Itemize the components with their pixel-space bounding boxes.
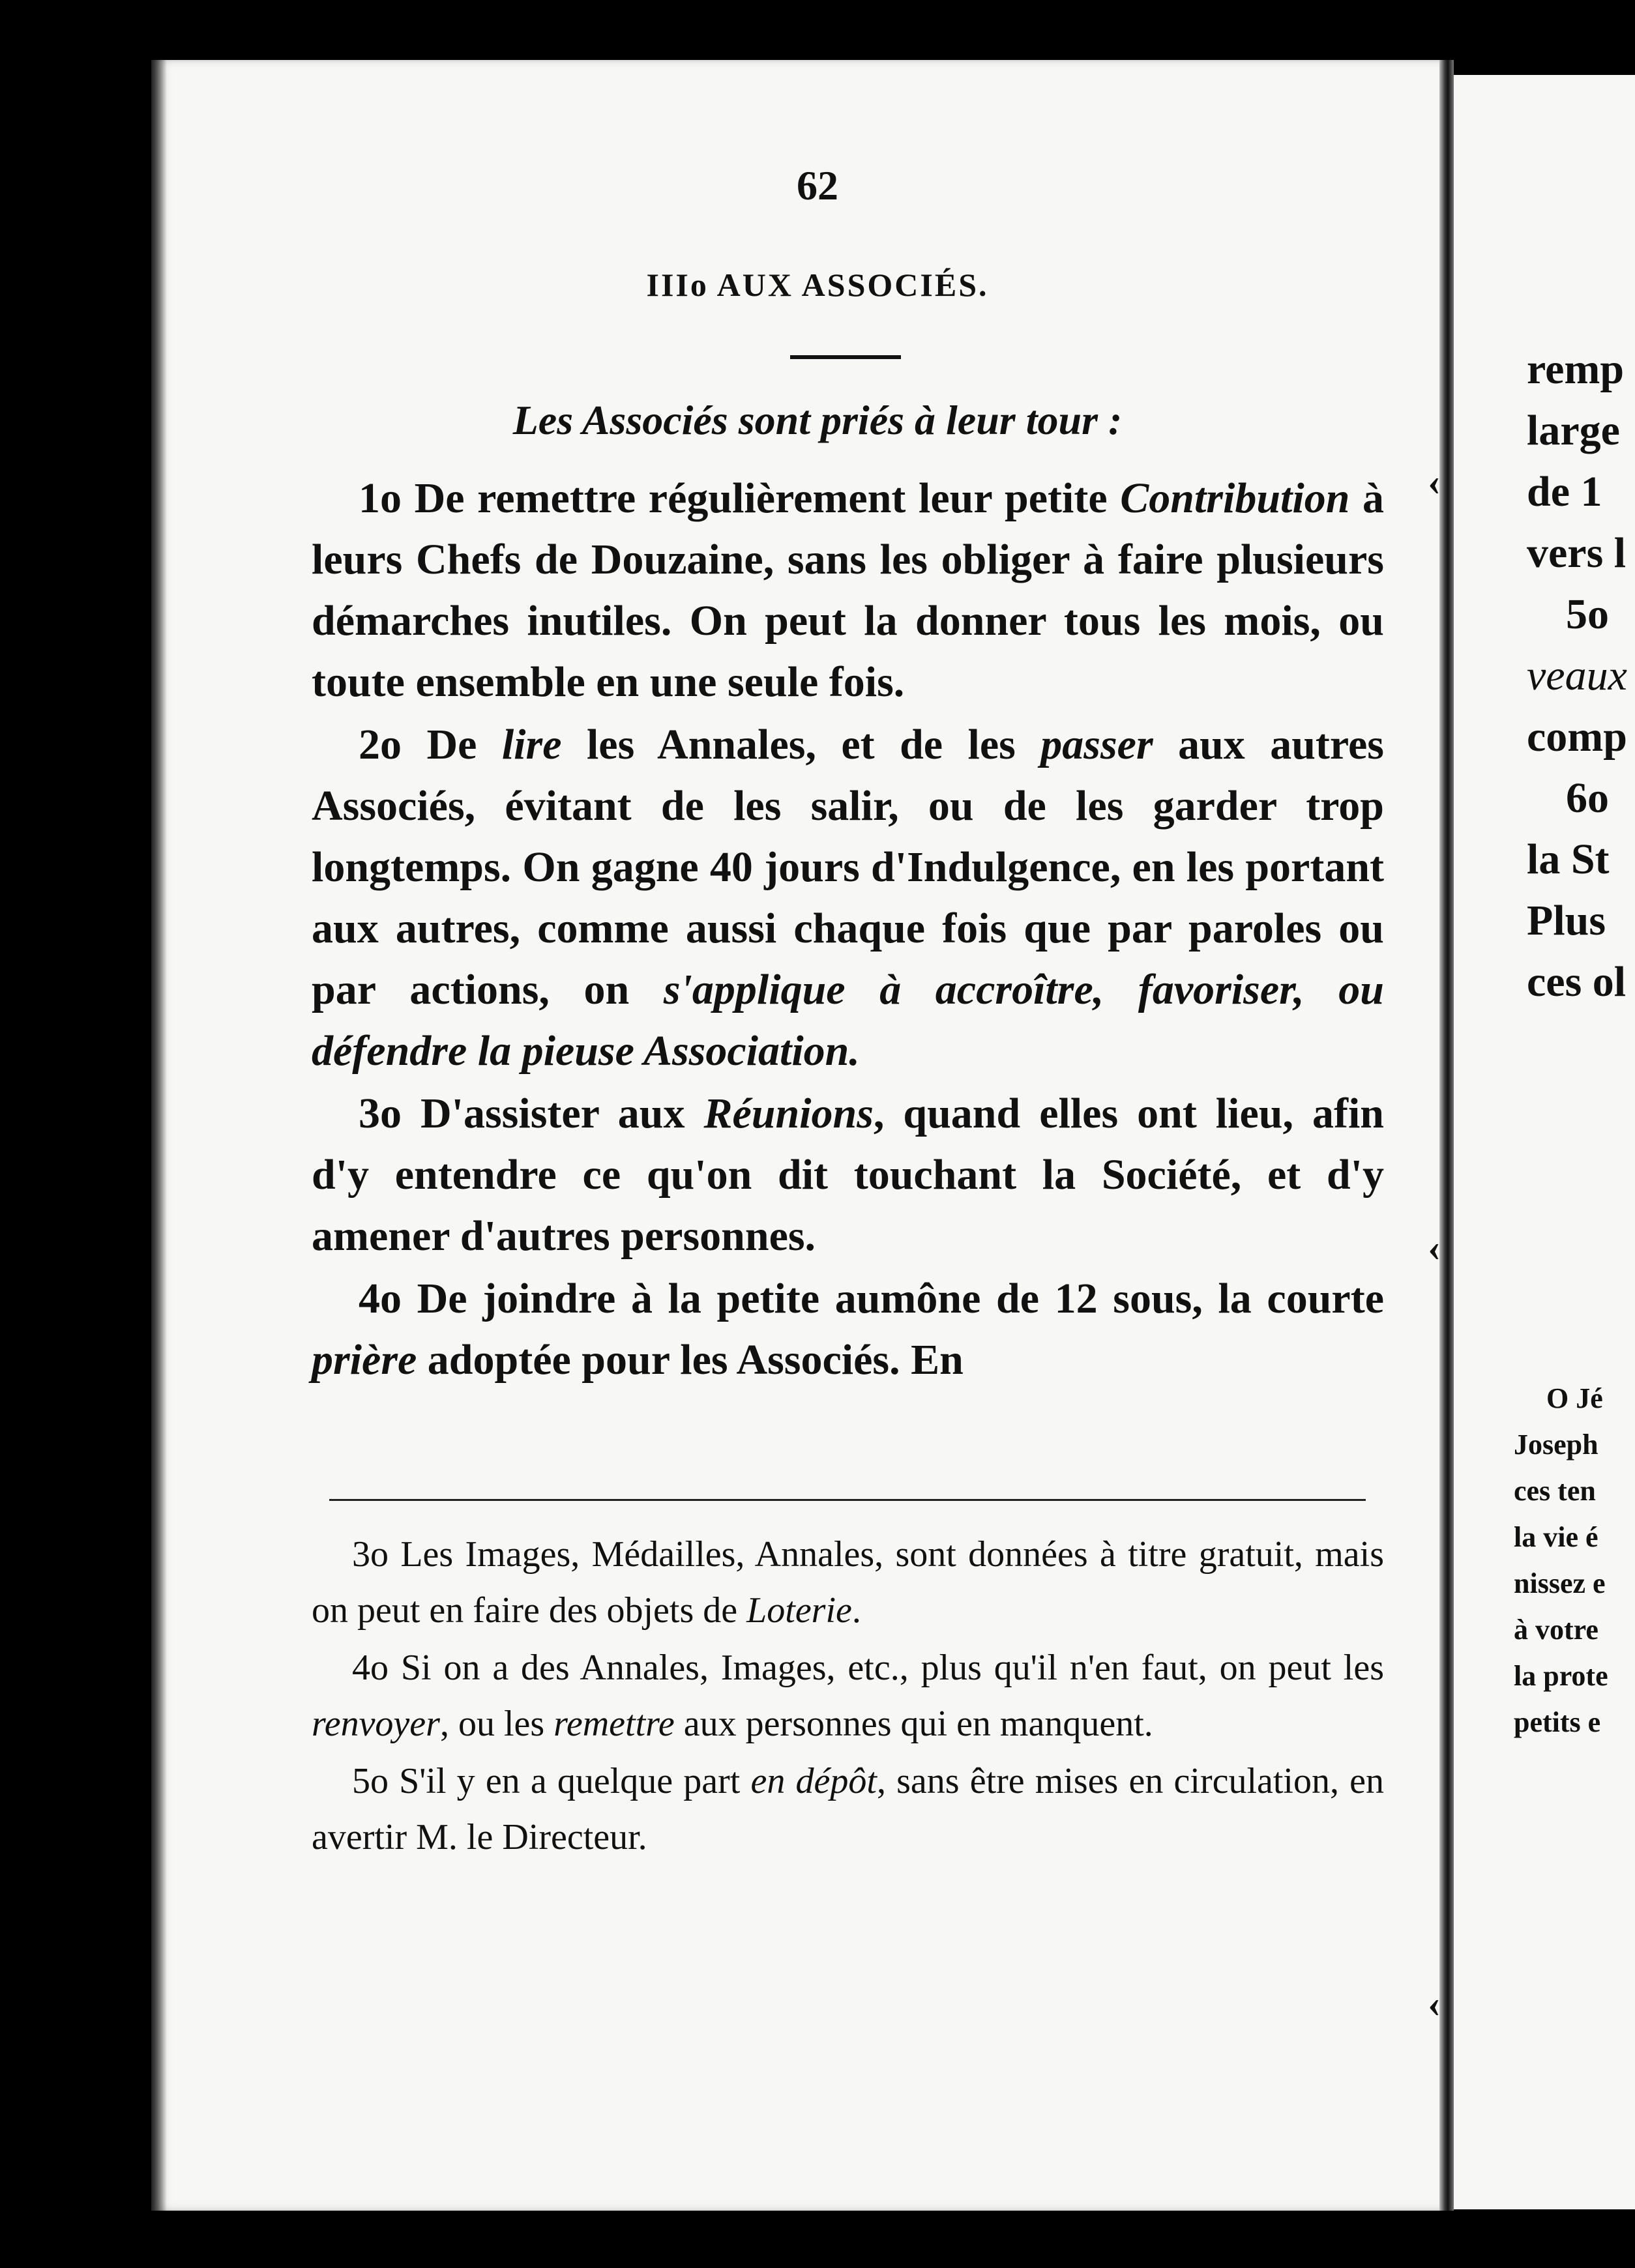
footnote-3: 3o Les Images, Médailles, Annales, sont données à titre gratuit, mais on peut en faire des objets de Loterie. [312,1534,1384,1631]
item-3: 3o D'assister aux Réunions, quand elles ont lieu, afin d'y entendre ce qu'on dit touchant la Société, et d'y amener d'autres personnes. [312,1090,1384,1260]
right-line: Joseph [1514,1429,1598,1461]
right-line: veaux [1527,652,1627,699]
right-line: O Jé [1546,1382,1603,1414]
right-line: remp [1527,345,1625,393]
right-page-prayer-fragment [1514,1375,1608,1745]
right-page [1454,75,1635,2209]
binding-shadow [151,60,167,2211]
margin-mark: ‹ [1428,460,1441,503]
footnote-5: 5o S'il y en a quelque part en dépôt, sans être mises en circulation, en avertir M. le Directeur. [312,1761,1384,1857]
footnotes [312,1526,1384,1867]
right-line: ces ol [1527,958,1627,1006]
right-line: petits e [1514,1706,1601,1738]
right-line: la vie é [1514,1521,1598,1553]
footnote-rule [329,1499,1366,1501]
right-line: à votre [1514,1614,1598,1646]
intro-line: Les Associés sont priés à leur tour : [512,397,1123,443]
right-line: comp [1527,713,1627,761]
item-4: 4o De joindre à la petite aumône de 12 sous, la courte prière adoptée pour les Associés. En [312,1275,1384,1384]
item-2: 2o De lire les Annales, et de les passer aux autres Associés, évitant de les salir, ou de les garder trop longtemps. On gagne 40 jours d'Indulgence, en les portant aux autres, comme aussi chaque fois que par paroles ou par actions, on s'applique à accroître, favoriser, ou défendre la pieuse Association. [312,721,1384,1075]
right-line: la prote [1514,1660,1608,1692]
page-number: 62 [797,162,838,209]
section-title: IIIo AUX ASSOCIÉS. [646,267,989,303]
margin-mark: ‹ [1428,1226,1441,1269]
main-text [312,468,1384,1392]
right-line: 5o [1566,590,1609,638]
book-gutter [1439,60,1454,2211]
right-line: ces ten [1514,1475,1596,1507]
title-rule [790,355,901,359]
right-line: de 1 [1527,468,1602,516]
right-line: nissez e [1514,1567,1606,1599]
margin-mark: ‹ [1428,1982,1441,2025]
right-line: vers l [1527,529,1627,577]
right-line: Plus [1527,897,1606,944]
right-line: 6o [1566,774,1609,822]
right-line: la St [1527,836,1610,883]
right-line: large [1527,407,1620,454]
footnote-4: 4o Si on a des Annales, Images, etc., plus qu'il n'en faut, on peut les renvoyer, ou les remettre aux personnes qui en manquent. [312,1648,1384,1744]
item-1: 1o De remettre régulièrement leur petite Contribution à leurs Chefs de Douzaine, sans les obliger à faire plusieurs démarches inutiles. On peut la donner tous les mois, ou toute ensemble en une seule fois. [312,474,1385,706]
